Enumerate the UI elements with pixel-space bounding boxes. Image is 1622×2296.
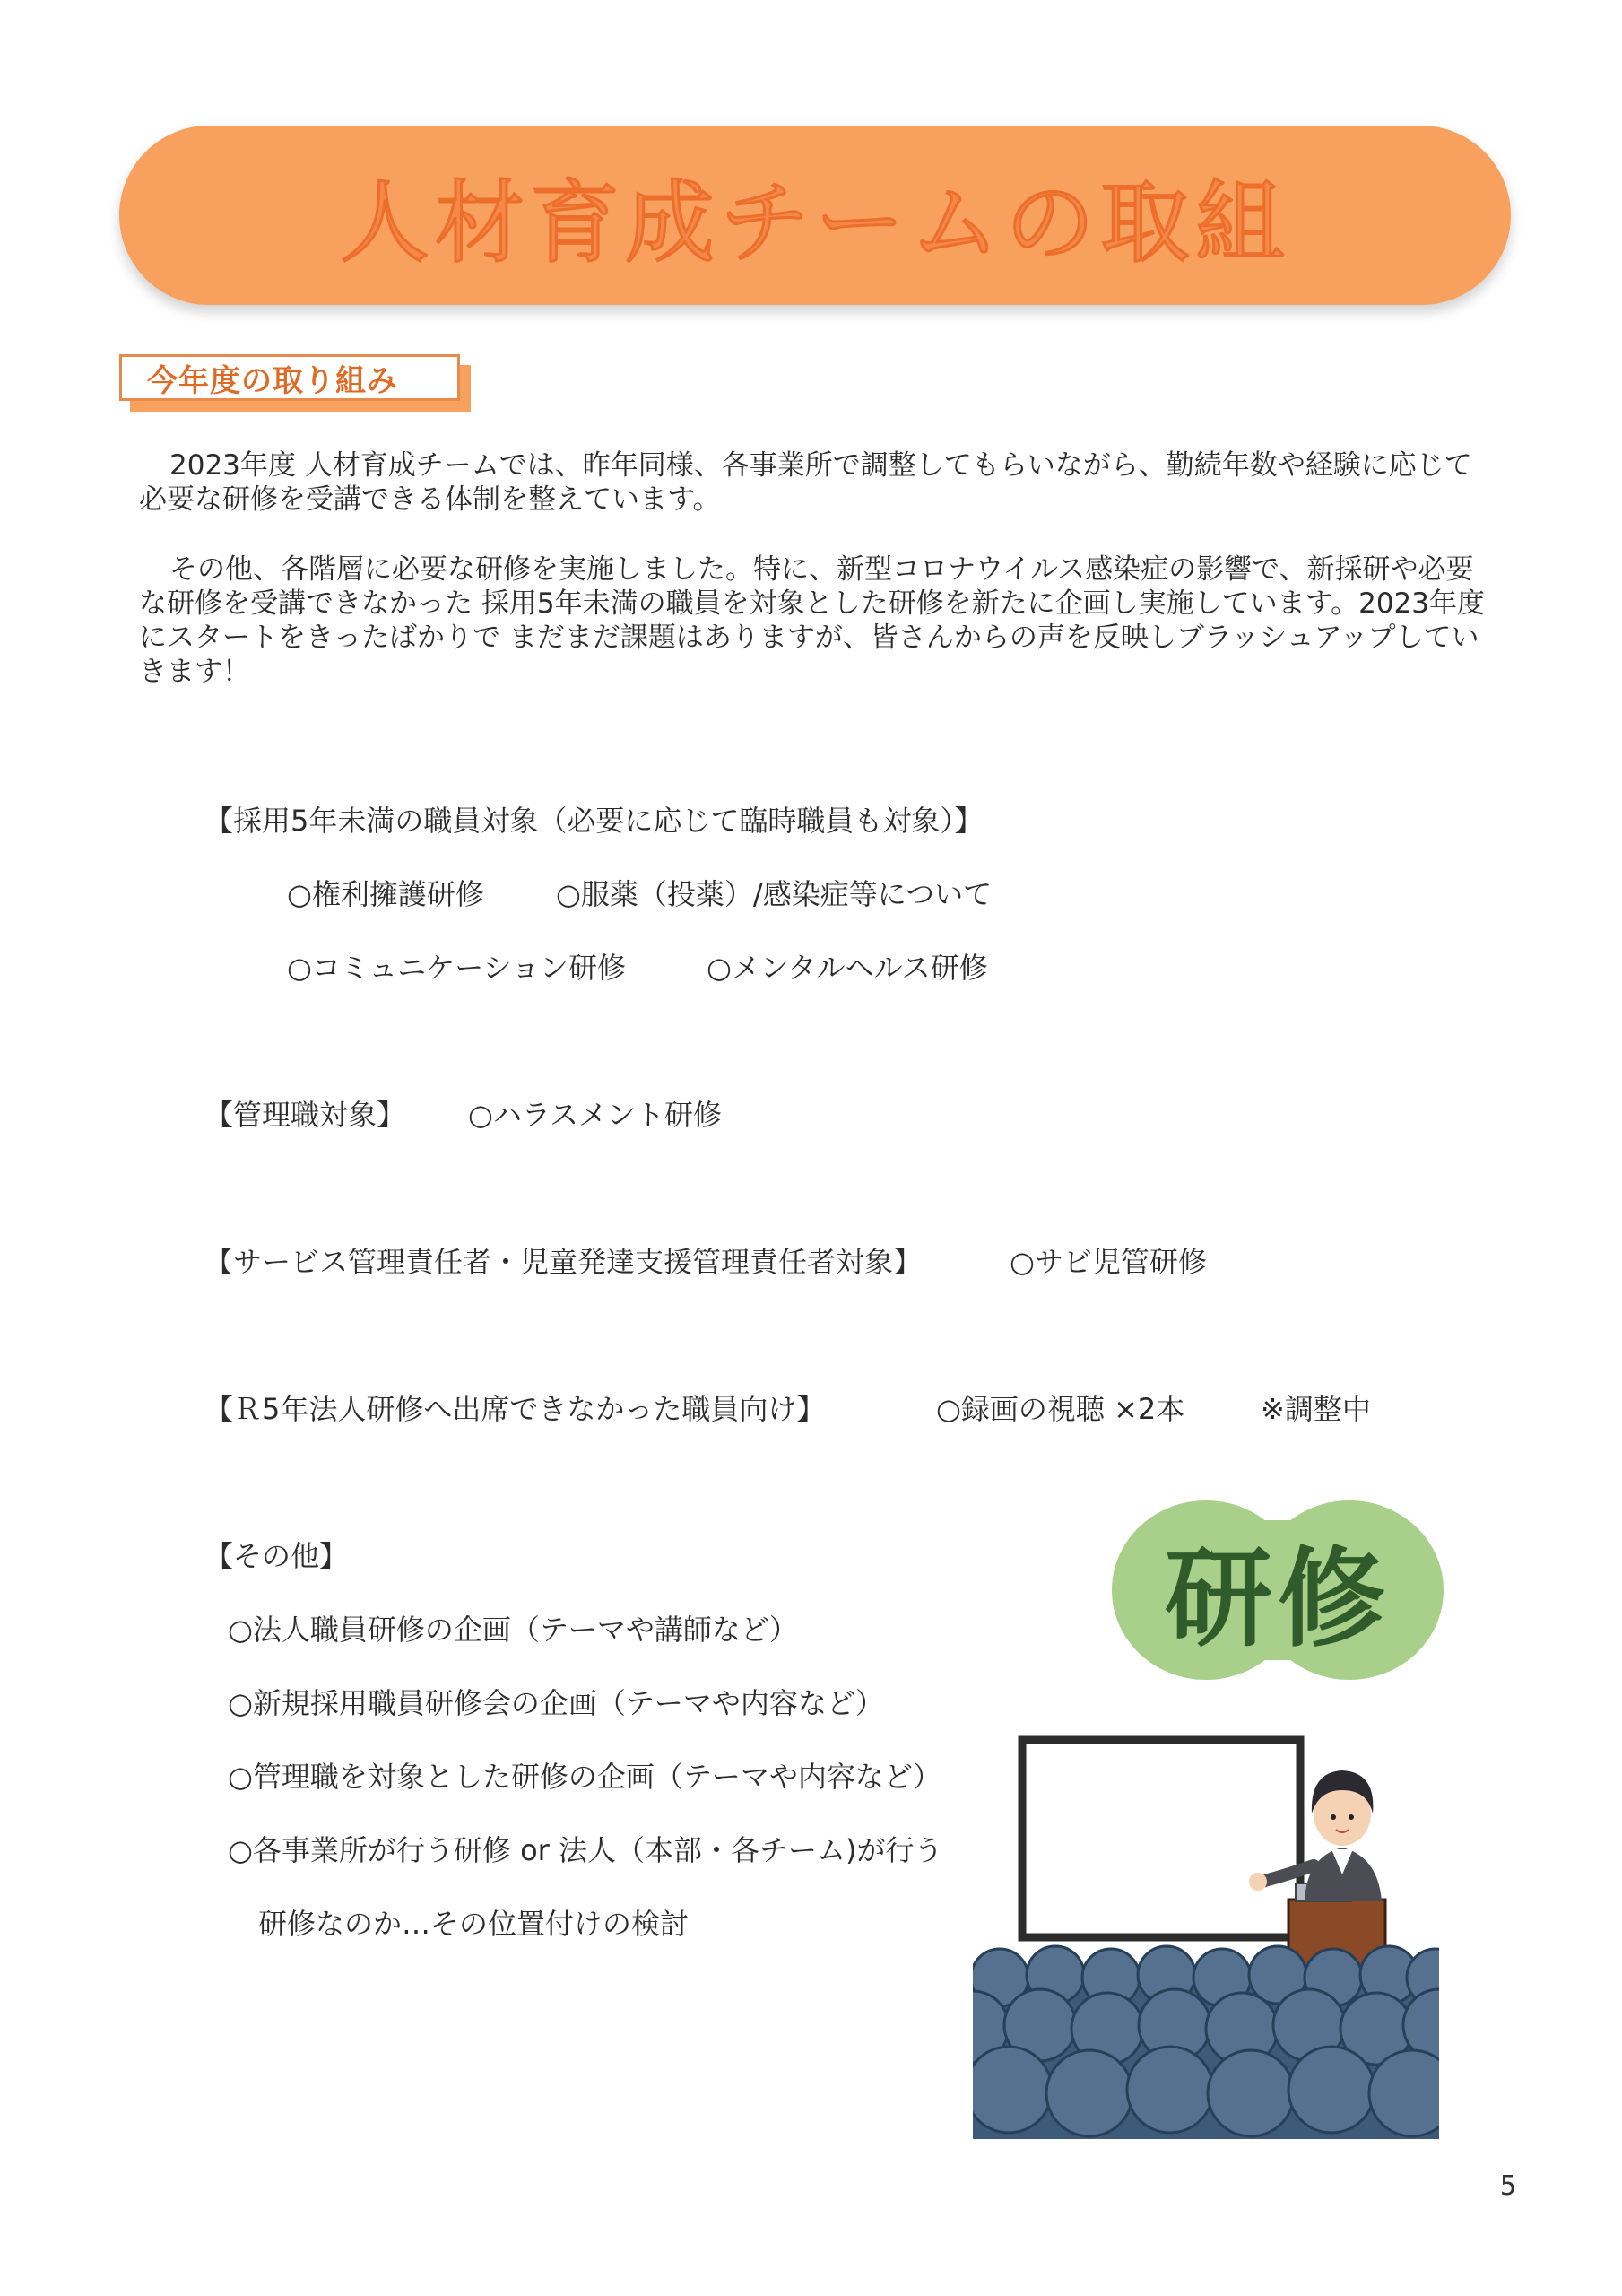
other-item: ○管理職を対象とした研修の企画（テーマや内容など）: [228, 1760, 941, 1794]
other-item: ○各事業所が行う研修 or 法人（本部・各チーム)が行う: [228, 1833, 943, 1867]
new-staff-item: ○服薬（投薬）/感染症等について: [556, 877, 993, 911]
training-badge: [1112, 1493, 1444, 1686]
absent-note: ※調整中: [1261, 1392, 1371, 1426]
new-staff-heading: 【採用5年未満の職員対象（必要に応じて臨時職員も対象）】: [204, 804, 984, 838]
new-staff-item: ○権利擁護研修: [287, 877, 484, 911]
absent-heading: 【Ｒ5年法人研修へ出席できなかった職員向け】: [204, 1392, 826, 1426]
other-heading: 【その他】: [204, 1539, 349, 1573]
section-title: 今年度の取り組み: [147, 362, 398, 399]
managers-heading: 【管理職対象】: [204, 1098, 406, 1132]
page-title: 人材育成チームの取組: [340, 170, 1290, 275]
new-staff-item: ○メンタルヘルス研修: [707, 951, 988, 985]
section-header: [119, 354, 460, 401]
intro-paragraph-2: その他、各階層に必要な研修を実施しました。特に、新型コロナウイルス感染症の影響で、新採研や必要な研修を受講できなかった 採用5年未満の職員を対象とした研修を新たに企画し実施しています。2023年度にスタートをきったばかりで まだまだ課題はありますが、皆さんからの声を反映しブラッシュアップしていきます！: [139, 553, 1485, 688]
other-item: 研修なのか…その位置付けの検討: [258, 1907, 690, 1941]
lecture-illustration: [973, 1731, 1439, 2139]
other-item: ○新規採用職員研修会の企画（テーマや内容など）: [228, 1686, 884, 1720]
new-staff-item: ○コミュニケーション研修: [287, 951, 627, 985]
service-item: ○サビ児管研修: [1010, 1245, 1207, 1279]
title-banner: [119, 126, 1511, 305]
page-number: 5: [1499, 2170, 1516, 2202]
other-item: ○法人職員研修の企画（テーマや講師など）: [228, 1613, 798, 1647]
training-badge-label: 研修: [1165, 1536, 1391, 1662]
absent-item: ○録画の視聴 ×2本: [936, 1392, 1185, 1426]
intro-paragraph-1: 2023年度 人材育成チームでは、昨年同様、各事業所で調整してもらいながら、勤続年数や経験に応じて必要な研修を受講できる体制を整えています。: [139, 449, 1472, 516]
service-heading: 【サービス管理責任者・児童発達支援管理責任者対象】: [204, 1245, 923, 1279]
managers-item: ○ハラスメント研修: [468, 1098, 722, 1132]
lecture-scene: [973, 1731, 1439, 2139]
